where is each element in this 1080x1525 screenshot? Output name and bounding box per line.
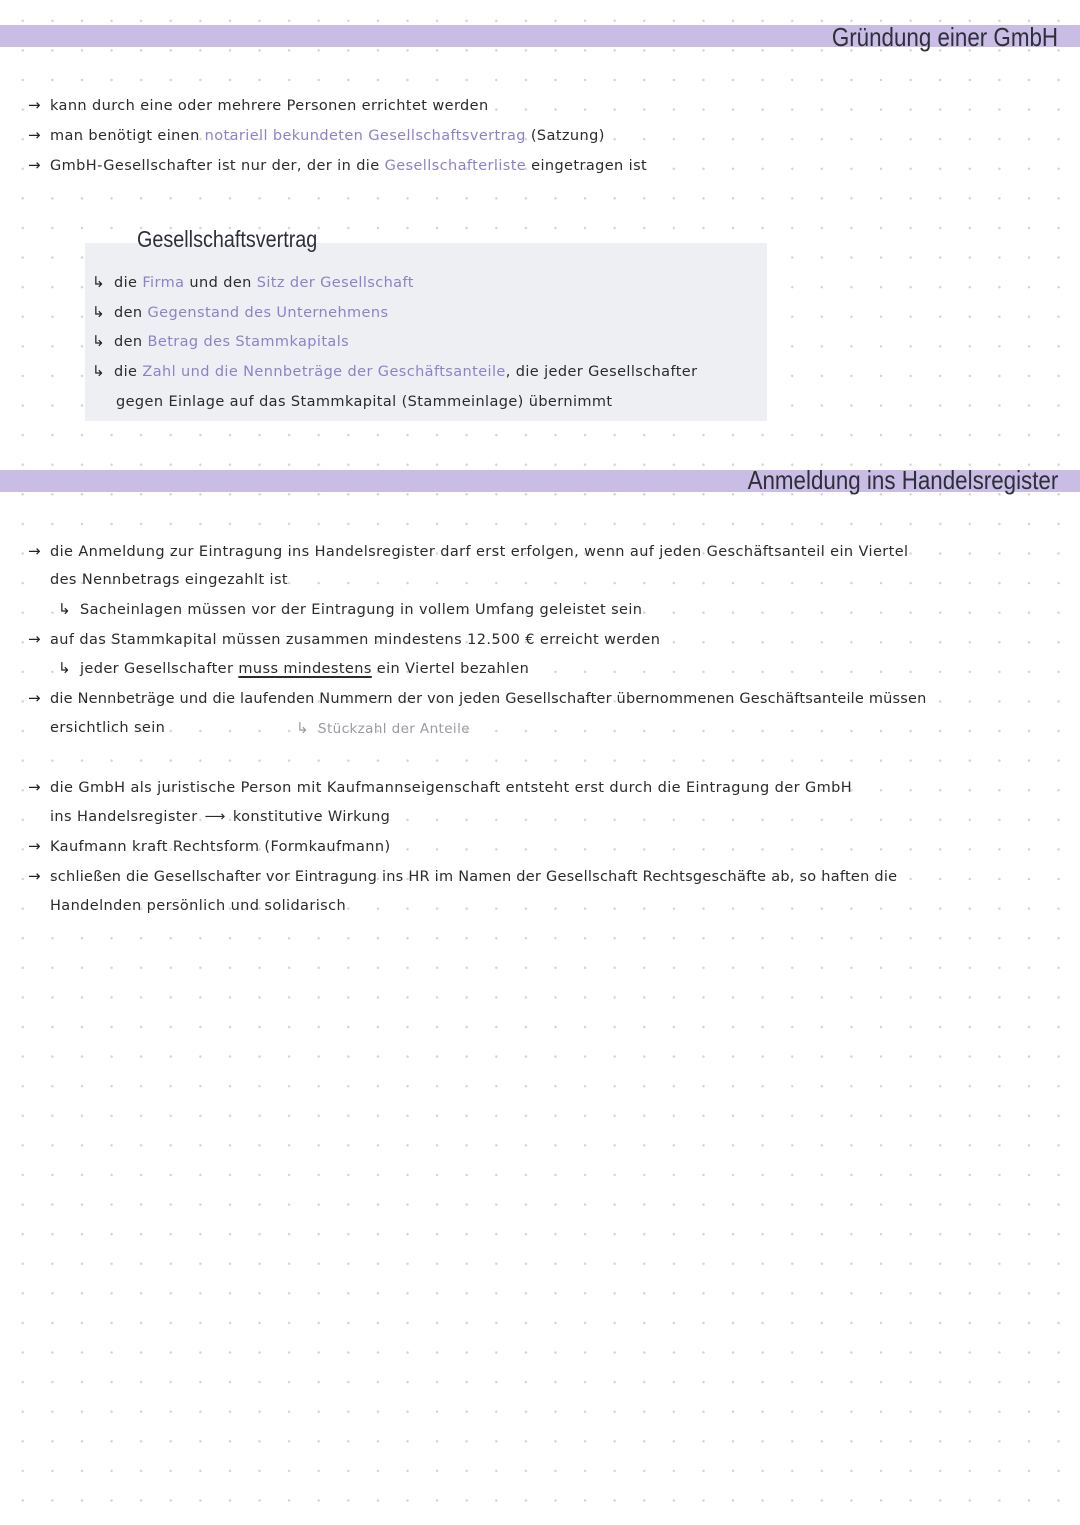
contract-item [92,302,388,323]
highlighted-term: Gegenstand des Unternehmens [147,305,389,321]
long-arrow-icon: ⟶ [204,809,226,825]
bullet-text [50,98,489,114]
arrow-icon: → [28,630,41,648]
text-segment: man benötigt einen [50,128,205,144]
bullet-line [28,777,852,798]
bullet-continuation: ersichtlich sein [50,720,166,736]
bullet-text: Kaufmann kraft Rechtsform (Formkaufmann) [50,839,391,855]
bullet-text: die Nennbeträge und die laufenden Nummern der von jeden Gesellschafter übernommenen Geschäftsanteile müssen [50,691,927,707]
contract-item-text [114,305,388,321]
contract-item [92,361,697,382]
sub-bullet-text: jeder Gesellschafter [80,661,239,677]
highlighted-term: notariell bekundeten Gesellschaftsvertrag [204,128,526,144]
bullet-continuation: Handelnden persönlich und solidarisch [50,898,347,914]
text-segment: den [114,305,148,321]
hook-arrow-icon: ↳ [58,659,71,677]
bullet-line [28,541,908,562]
contract-item-text [114,275,414,291]
bullet-line [28,125,605,146]
bullet-text [50,158,647,174]
bullet-text [50,128,605,144]
sub-bullet-text: ein Viertel bezahlen [371,661,530,677]
text-segment: , die jeder Gesellschafter [505,364,698,380]
text-segment: GmbH-Gesellschafter ist nur der, der in die [50,158,385,174]
contract-box-title: Gesellschaftsvertrag [137,226,318,252]
contract-item-continuation: gegen Einlage auf das Stammkapital (Stammeinlage) übernimmt [116,394,613,410]
bullet-text: die Anmeldung zur Eintragung ins Handelsregister darf erst erfolgen, wenn auf jeden Geschäftsanteil ein Viertel [50,544,909,560]
sub-bullet-line [58,599,642,620]
arrow-icon: → [28,156,41,174]
bullet-text: die GmbH als juristische Person mit Kaufmannseigenschaft entsteht erst durch die Eintragung der GmbH [50,780,853,796]
text-segment: den [114,334,148,350]
hook-arrow-icon: ↳ [92,303,105,321]
contract-item-text [114,334,349,350]
bullet-line [28,866,897,887]
highlighted-term: Betrag des Stammkapitals [147,334,350,350]
underlined-emphasis: muss mindestens [238,661,372,677]
arrow-icon: → [28,689,41,707]
text-segment: die [114,364,143,380]
hook-arrow-icon: ↳ [92,362,105,380]
bullet-continuation: des Nennbetrags eingezahlt ist [50,572,289,588]
bullet-line [28,629,660,650]
bullet-line [28,95,489,116]
text-segment: die [114,275,143,291]
bullet-text: konstitutive Wirkung [232,809,391,825]
bullet-line [28,688,927,709]
arrow-icon: → [28,867,41,885]
bullet-text: auf das Stammkapital müssen zusammen mindestens 12.500 € erreicht werden [50,632,661,648]
bullet-line [28,836,391,857]
arrow-icon: → [28,778,41,796]
sub-bullet-text: Sacheinlagen müssen vor der Eintragung in vollem Umfang geleistet sein [80,602,643,618]
highlighted-term: Gesellschafterliste [384,158,527,174]
highlighted-term: Sitz der Gesellschaft [256,275,414,291]
hook-arrow-icon: ↳ [92,332,105,350]
bullet-line [28,155,647,176]
hook-arrow-icon: ↳ [58,600,71,618]
section-title: Gründung einer GmbH [831,22,1058,52]
text-segment: eingetragen ist [526,158,648,174]
contract-item [92,331,349,352]
arrow-icon: → [28,126,41,144]
arrow-icon: → [28,837,41,855]
arrow-icon: → [28,542,41,560]
highlighted-term: Firma [142,275,185,291]
text-segment: kann durch eine oder mehrere Personen errichtet werden [50,98,489,114]
bullet-text: ins Handelsregister [50,809,198,825]
hook-arrow-icon: ↳ [296,719,309,737]
text-segment: (Satzung) [525,128,605,144]
bullet-continuation [50,807,390,827]
text-segment: und den [184,275,257,291]
sub-bullet-line [58,658,529,679]
contract-item-text [114,364,697,380]
side-note-text: Stückzahl der Anteile [318,721,470,737]
side-note [296,718,470,739]
bullet-text: schließen die Gesellschafter vor Eintragung ins HR im Namen der Gesellschaft Rechtsgeschäfte ab, so haften die [50,869,898,885]
hook-arrow-icon: ↳ [92,273,105,291]
arrow-icon: → [28,96,41,114]
section-title: Anmeldung ins Handelsregister [747,465,1058,495]
contract-item [92,272,414,293]
highlighted-term: Zahl und die Nennbeträge der Geschäftsanteile [142,364,506,380]
